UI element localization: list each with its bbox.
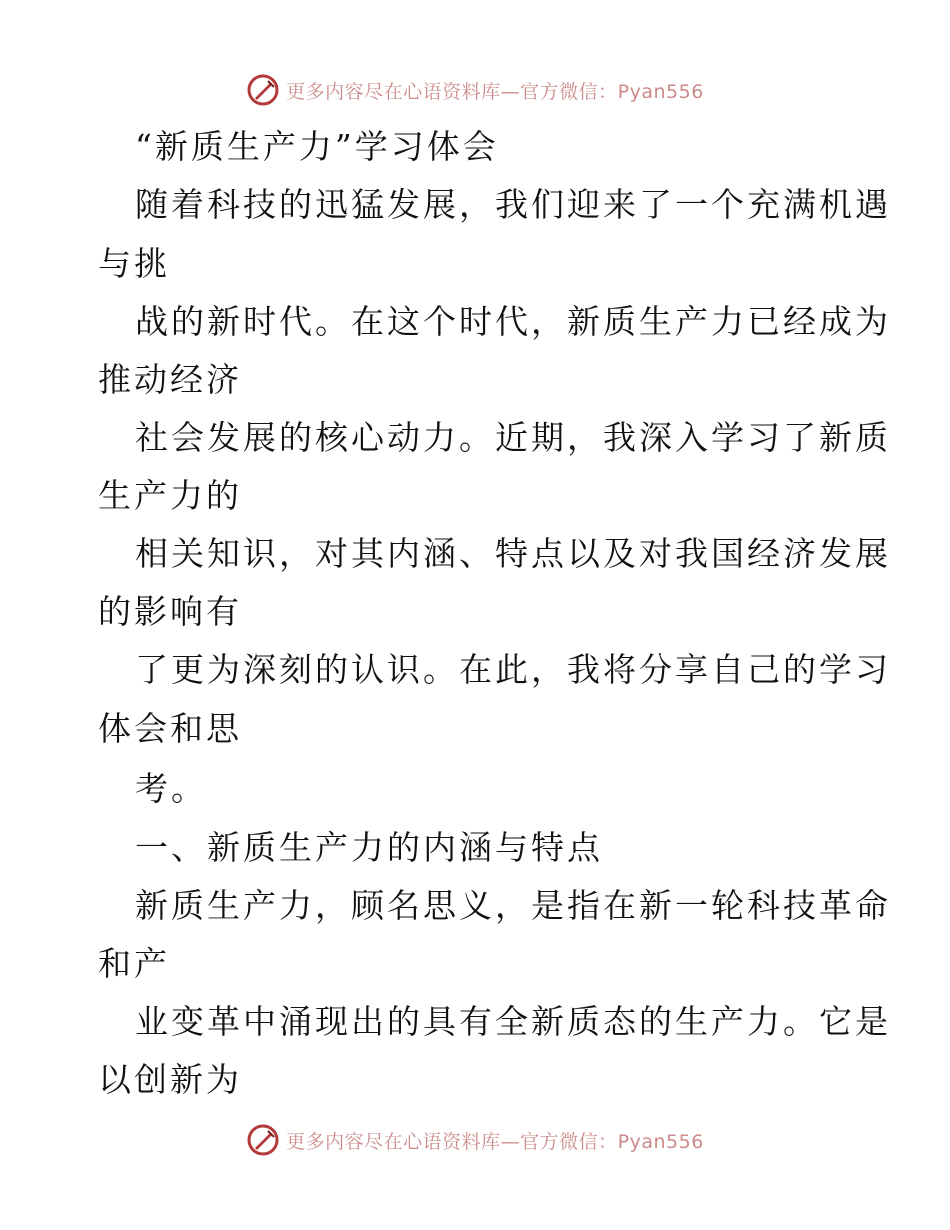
paragraph-line: 业变革中涌现出的具有全新质态的生产力。它是: [135, 1002, 891, 1041]
footer-watermark-banner: [0, 1120, 950, 1160]
paragraph-line: 和产: [98, 944, 170, 983]
section-heading: 一、新质生产力的内涵与特点: [135, 828, 603, 867]
paragraph-line: 体会和思: [98, 709, 242, 748]
header-watermark-banner: [0, 70, 950, 110]
paragraph-line: 的影响有: [98, 592, 242, 631]
paragraph-line: 战的新时代。在这个时代，新质生产力已经成为: [135, 302, 891, 341]
paragraph-line: 与挑: [98, 244, 170, 283]
watermark-text: 更多内容尽在心语资料库—官方微信：Pyan556: [286, 80, 704, 103]
paragraph-line: 考。: [135, 769, 207, 808]
quill-pen-logo-icon: [246, 1123, 280, 1157]
paragraph-line: 了更为深刻的认识。在此，我将分享自己的学习: [135, 650, 891, 689]
paragraph-line: 新质生产力，顾名思义，是指在新一轮科技革命: [135, 886, 891, 925]
paragraph-line: 相关知识，对其内涵、特点以及对我国经济发展: [135, 534, 891, 573]
paragraph-line: 社会发展的核心动力。近期，我深入学习了新质: [135, 418, 891, 457]
paragraph-line: 生产力的: [98, 476, 242, 515]
quill-pen-logo-icon: [246, 73, 280, 107]
paragraph-line: 以创新为: [98, 1060, 242, 1099]
document-title: “新质生产力”学习体会: [135, 127, 499, 166]
paragraph-line: 随着科技的迅猛发展，我们迎来了一个充满机遇: [135, 185, 891, 224]
watermark-text: 更多内容尽在心语资料库—官方微信：Pyan556: [286, 1130, 704, 1153]
paragraph-line: 推动经济: [98, 360, 242, 399]
